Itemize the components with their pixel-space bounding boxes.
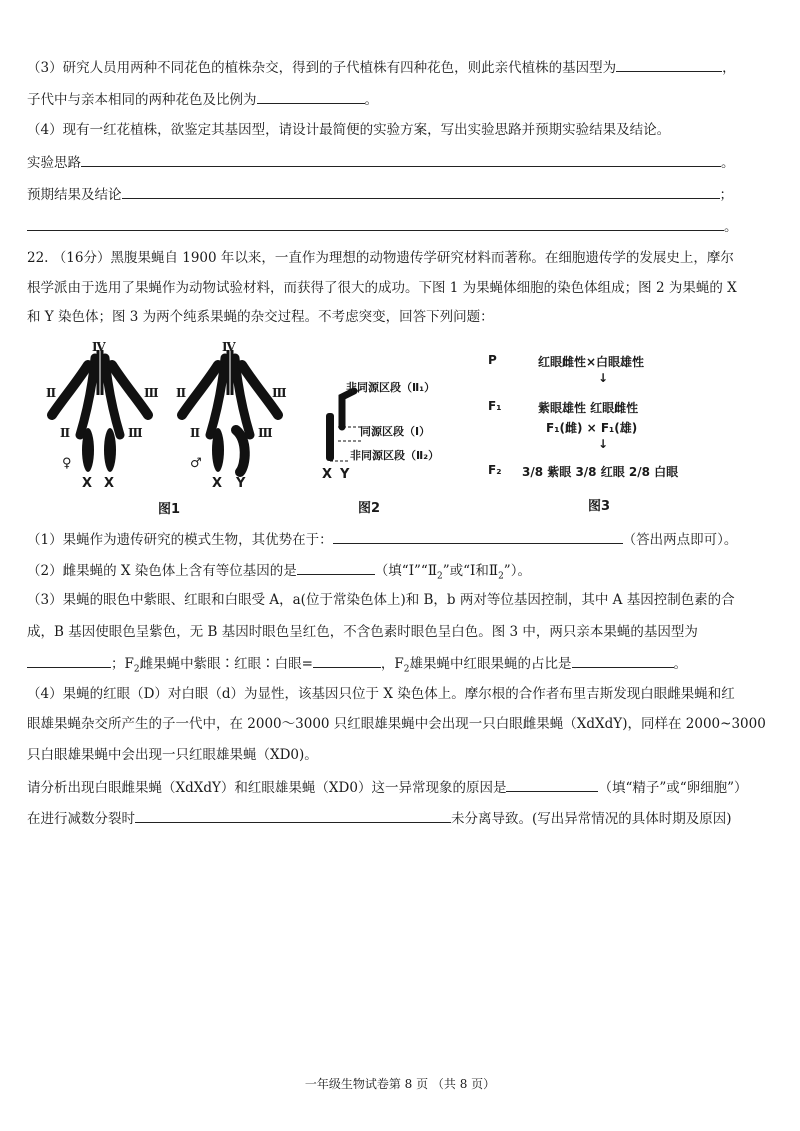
fig3-p-label: P <box>488 353 497 367</box>
q22-part2: （2）雌果蝇的 X 染色体上含有等位基因的是 （填“$Ⅰ”“Ⅱ_2$”或“Ⅰ和$Ⅱ_2$”）。 <box>27 559 531 587</box>
q21-idea-line: 实验思路 。 <box>27 151 735 173</box>
male-y: Y <box>236 476 246 491</box>
q22-part4-4: 请分析出现白眼雌果蝇（XdXdY）和红眼雄果蝇（XD0）这一异常现象的原因是 （填“精子”或“卵细胞”） <box>27 776 748 798</box>
q22-part1: （1）果蝇作为遗传研究的模式生物，其优势在于： （答出两点即可）。 <box>27 528 737 550</box>
fig1-label-iv-m: Ⅳ <box>222 340 236 354</box>
answer-blank[interactable] <box>572 652 674 668</box>
fig3-arrow-2: ↓ <box>598 437 609 451</box>
fig2-x-label: X <box>322 467 333 482</box>
fig2-label-homologous: 同源区段（Ⅰ） <box>360 425 431 438</box>
answer-blank[interactable] <box>81 151 721 167</box>
answer-blank[interactable] <box>297 559 375 575</box>
answer-blank[interactable] <box>27 215 724 231</box>
figure-2 <box>318 375 468 515</box>
figure-3 <box>480 345 720 515</box>
fig1-label-ii-f: Ⅱ <box>46 386 57 400</box>
fig1-label-iii-f: Ⅲ <box>144 386 159 400</box>
fig1-label-ii-f2: Ⅱ <box>60 426 71 440</box>
fig1-label-iii-m: Ⅲ <box>272 386 287 400</box>
answer-blank[interactable] <box>616 56 722 72</box>
q22-part4-2: 眼雄果蝇杂交所产生的子一代中，在 2000～3000 只红眼雄果蝇中会出现一只白眼雌果蝇（XdXdY)，同样在 2000~3000 <box>27 716 766 732</box>
answer-blank[interactable] <box>257 88 365 104</box>
fig1-label-iii-m2: Ⅲ <box>258 426 273 440</box>
q22-intro-2: 根学派由于选用了果蝇作为动物试验材料，而获得了很大的成功。下图 1 为果蝇体细胞的染色体组成；图 2 为果蝇的 X <box>27 280 737 296</box>
answer-blank[interactable] <box>313 652 381 668</box>
female-x1: X <box>82 476 93 491</box>
male-x: X <box>212 476 223 491</box>
female-x2: X <box>104 476 115 491</box>
fig2-caption: 图2 <box>358 501 381 516</box>
q22-part3-2: 成，B 基因使眼色呈紫色，无 B 基因时眼色呈红色，不含色素时眼色呈白色。图 3 中，两只亲本果蝇的基因型为 <box>27 624 698 640</box>
female-karyotype <box>52 350 148 472</box>
fig1-label-ii-m: Ⅱ <box>176 386 187 400</box>
answer-blank[interactable] <box>333 528 623 544</box>
female-symbol: ♀ <box>62 456 72 471</box>
answer-blank[interactable] <box>122 183 720 199</box>
q22-part4-1: （4）果蝇的红眼（D）对白眼（d）为显性，该基因只位于 X 染色体上。摩尔根的合作者布里吉斯发现白眼雌果蝇和红 <box>27 686 735 702</box>
fig2-y-label: Y <box>340 467 350 482</box>
male-karyotype <box>182 350 278 472</box>
fig3-f1-label: F₁ <box>488 399 502 413</box>
q22-intro-1: 22. （16分）黑腹果蝇自 1900 年以来，一直作为理想的动物遗传学研究材料而著称。在细胞遗传学的发展史上，摩尔 <box>27 250 734 266</box>
fig2-label-nonhomologous-bottom: 非同源区段（Ⅱ₂） <box>350 449 440 462</box>
fig3-f2-label: F₂ <box>488 463 502 477</box>
page-footer: 一年级生物试卷第 8 页 （共 8 页） <box>304 1077 496 1091</box>
figure-1 <box>40 340 300 515</box>
q22-intro-3: 和 Y 染色体；图 3 为两个纯系果蝇的杂交过程。不考虑突变，回答下列问题： <box>27 309 494 325</box>
fig3-f1-cross: F₁(雌) × F₁(雄) <box>546 421 638 435</box>
q22-part4-5: 在进行减数分裂时 未分离导致。(写出异常情况的具体时期及原因) <box>27 807 732 829</box>
fig3-arrow-1: ↓ <box>598 371 609 385</box>
fig3-f2-result: 3/8 紫眼 3/8 红眼 2/8 白眼 <box>522 465 679 479</box>
q21-part3-line2: 子代中与亲本相同的两种花色及比例为 。 <box>27 88 378 110</box>
answer-blank[interactable] <box>135 807 451 823</box>
q21-result-line: 预期结果及结论 ； <box>27 183 733 205</box>
q22-part4-3: 只白眼雄果蝇中会出现一只红眼雄果蝇（XD0)。 <box>27 747 318 763</box>
fig1-label-ii-m2: Ⅱ <box>190 426 201 440</box>
fig3-p-cross: 红眼雌性×白眼雄性 <box>538 355 645 369</box>
q21-part3-line1: （3）研究人员用两种不同花色的植株杂交，得到的子代植株有四种花色，则此亲代植株的基因型为 ， <box>27 56 736 78</box>
q21-part4-text: （4）现有一红花植株，欲鉴定其基因型，请设计最简便的实验方案，写出实验思路并预期实验结果及结论。 <box>27 122 671 138</box>
male-symbol: ♂ <box>190 456 202 471</box>
q21-result-line2: 。 <box>27 215 738 237</box>
answer-blank[interactable] <box>506 776 598 792</box>
fig3-f1-result: 紫眼雄性 红眼雌性 <box>538 401 639 415</box>
q22-part3-1: （3）果蝇的眼色中紫眼、红眼和白眼受 A，a(位于常染色体上)和 B，b 两对等位基因控制，其中 A 基因控制色素的合 <box>27 592 735 608</box>
fig1-caption: 图1 <box>158 502 181 517</box>
fig1-label-iii-f2: Ⅲ <box>128 426 143 440</box>
fig3-caption: 图3 <box>588 499 611 514</box>
fig1-label-iv-f: Ⅳ <box>92 340 106 354</box>
fig2-label-nonhomologous-top: 非同源区段（Ⅱ₁） <box>346 381 436 394</box>
answer-blank[interactable] <box>27 652 111 668</box>
q22-part3-3: ；$F_2$雌果蝇中紫眼∶红眼∶白眼= ，$F_2$雄果蝇中红眼果蝇的占比是 。 <box>27 652 687 680</box>
